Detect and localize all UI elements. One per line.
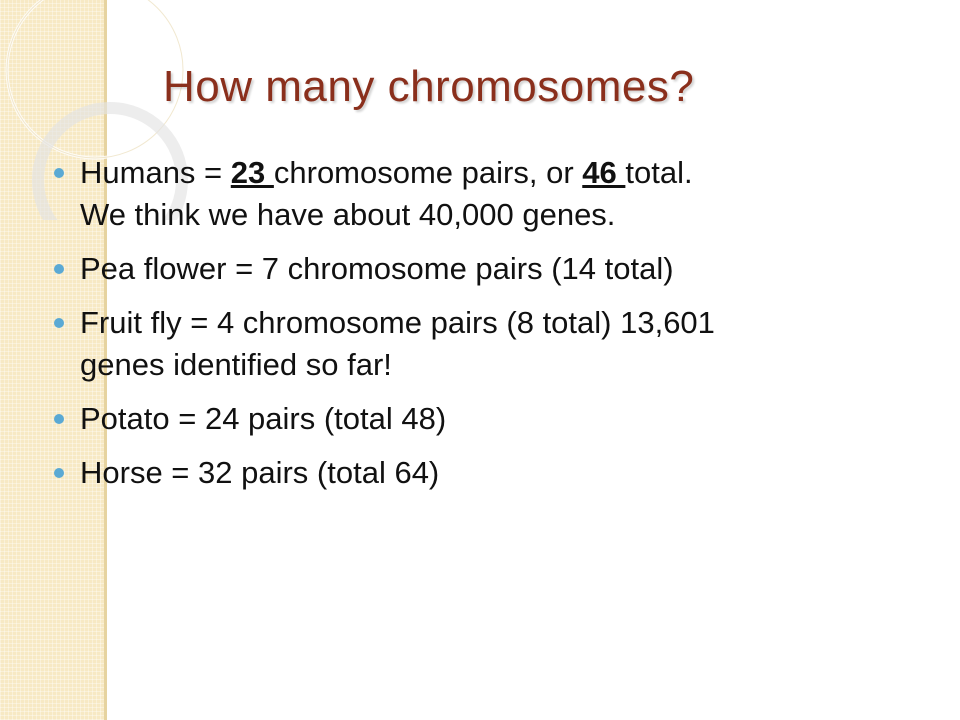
bullet-text: Humans = bbox=[80, 155, 231, 190]
bullet-text: We think we have about 40,000 genes. bbox=[80, 197, 616, 232]
bullet-text: Fruit fly = 4 chromosome pairs (8 total) 13,601 bbox=[80, 305, 715, 340]
bullet-text: Pea flower = 7 chromosome pairs (14 total) bbox=[80, 251, 674, 286]
bullet-item bbox=[54, 248, 934, 290]
bullet-item bbox=[54, 302, 934, 386]
bullet-item bbox=[54, 398, 934, 440]
bullet-dot-icon bbox=[54, 468, 64, 478]
bullet-dot-icon bbox=[54, 264, 64, 274]
bullet-item bbox=[54, 152, 934, 236]
bullet-text: Horse = 32 pairs (total 64) bbox=[80, 455, 440, 490]
bullet-dot-icon bbox=[54, 318, 64, 328]
bullet-text: genes identified so far! bbox=[80, 347, 392, 382]
bullet-dot-icon bbox=[54, 168, 64, 178]
bullet-dot-icon bbox=[54, 414, 64, 424]
bullet-text: total. bbox=[625, 155, 693, 190]
bullet-text: Potato = 24 pairs (total 48) bbox=[80, 401, 447, 436]
underlined-number: 23 bbox=[230, 155, 274, 190]
slide-title: How many chromosomes? bbox=[163, 62, 695, 111]
underlined-number: 46 bbox=[582, 155, 626, 190]
bullet-item bbox=[54, 452, 934, 494]
bullet-list bbox=[54, 152, 934, 506]
bullet-text: chromosome pairs, or bbox=[273, 155, 583, 190]
